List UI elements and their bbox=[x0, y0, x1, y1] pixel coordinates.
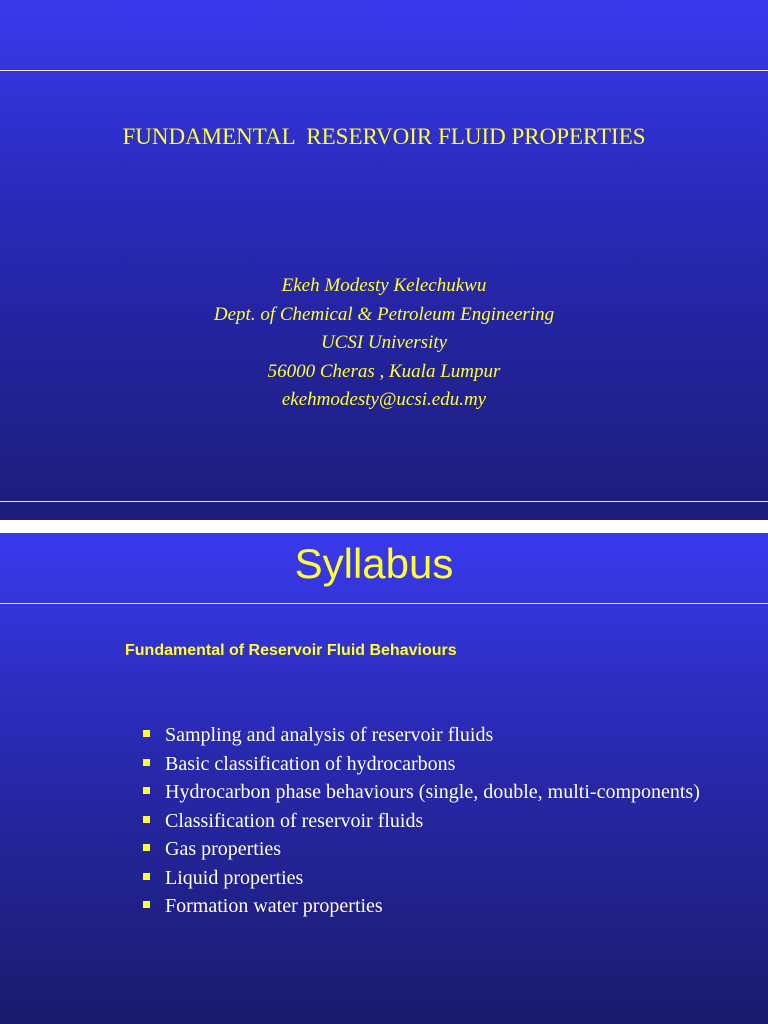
square-bullet-icon bbox=[143, 844, 150, 851]
list-item-text: Formation water properties bbox=[165, 895, 383, 917]
author-info bbox=[0, 272, 768, 415]
square-bullet-icon bbox=[143, 873, 150, 880]
top-divider bbox=[0, 70, 768, 71]
square-bullet-icon bbox=[143, 816, 150, 823]
list-item-text: Hydrocarbon phase behaviours (single, double, multi-components) bbox=[165, 781, 700, 803]
author-email: ekehmodesty@ucsi.edu.my bbox=[281, 389, 487, 410]
section-heading: Fundamental of Reservoir Fluid Behaviours bbox=[125, 642, 457, 659]
list-item bbox=[140, 750, 700, 779]
list-item bbox=[140, 835, 700, 864]
list-item-text: Sampling and analysis of reservoir fluids bbox=[165, 724, 494, 746]
list-item bbox=[140, 721, 700, 750]
list-item bbox=[140, 864, 700, 893]
slide-title: Syllabus bbox=[294, 540, 454, 587]
slide-syllabus bbox=[0, 533, 768, 1024]
syllabus-list bbox=[140, 721, 700, 921]
author-university: UCSI University bbox=[320, 332, 448, 353]
list-item-text: Gas properties bbox=[165, 838, 282, 860]
list-item-text: Liquid properties bbox=[165, 866, 304, 889]
square-bullet-icon bbox=[143, 759, 150, 766]
bottom-divider bbox=[0, 501, 768, 502]
author-name: Ekeh Modesty Kelechukwu bbox=[281, 275, 487, 296]
square-bullet-icon bbox=[143, 787, 150, 794]
square-bullet-icon bbox=[143, 901, 150, 908]
square-bullet-icon bbox=[143, 730, 150, 737]
author-address: 56000 Cheras , Kuala Lumpur bbox=[267, 360, 501, 382]
list-item-text: Basic classification of hydrocarbons bbox=[165, 752, 456, 775]
title-divider bbox=[0, 603, 768, 604]
list-item bbox=[140, 807, 700, 836]
slide-title: FUNDAMENTAL RESERVOIR FLUID PROPERTIES bbox=[122, 124, 646, 149]
list-item bbox=[140, 892, 700, 921]
author-department: Dept. of Chemical & Petroleum Engineering bbox=[213, 303, 555, 325]
list-item bbox=[140, 778, 700, 807]
list-item-text: Classification of reservoir fluids bbox=[165, 809, 424, 832]
